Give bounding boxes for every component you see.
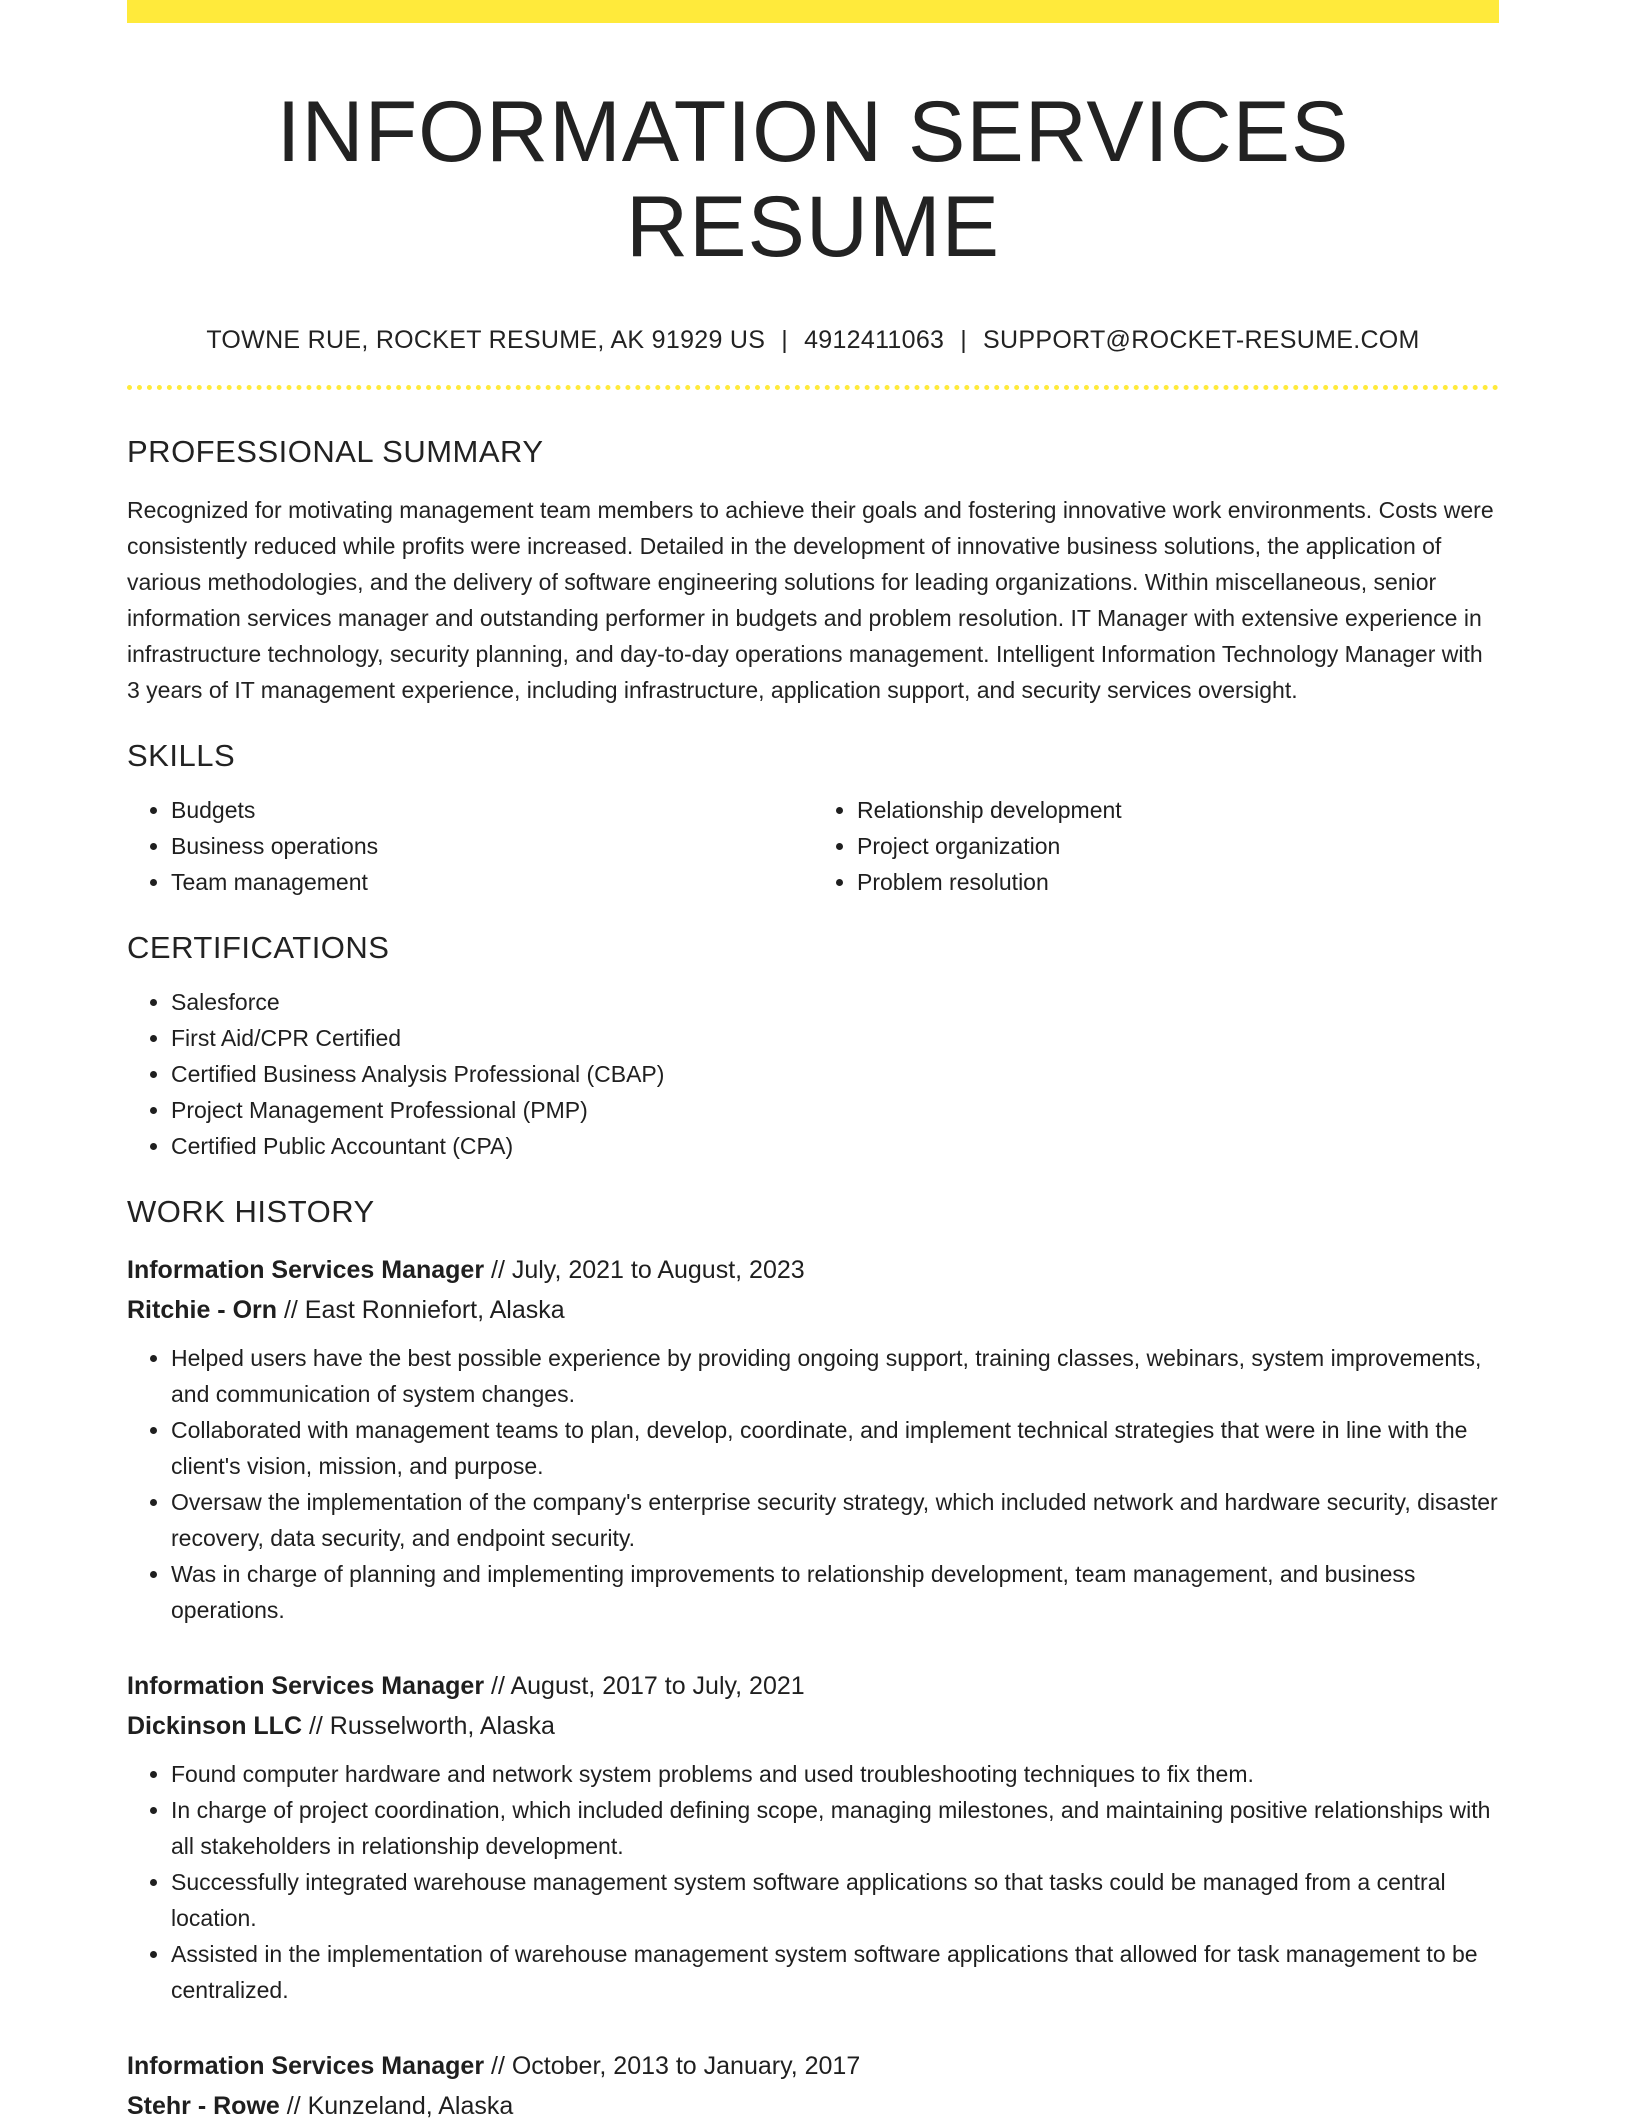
job-company-line [127,1706,1499,1746]
job-bullet: • Collaborated with management teams to plan, develop, coordinate, and implement technical strategies that were in line with the client's vision, mission, and purpose. [171,1412,1499,1484]
certifications-list [127,984,1499,1164]
skill-item: • Budgets [171,792,813,828]
job-entry [127,2046,1499,2126]
skills-grid [127,774,1499,900]
contact-email: SUPPORT@ROCKET-RESUME.COM [983,326,1420,355]
summary-text: Recognized for motivating management team members to achieve their goals and fostering innovative work environments. Costs were consistently reduced while profits were increased. Detailed in the development of innovative business solutions, the application of various methodologies, and the delivery of software engineering solutions for leading organizations. Within miscellaneous, senior information services manager and outstanding performer in budgets and problem resolution. IT Manager with extensive experience in infrastructure technology, security planning, and day-to-day operations management. Intelligent Information Technology Manager with 3 years of IT management experience, including infrastructure, application support, and security services oversight. [127,497,1494,704]
job-dates: // August, 2017 to July, 2021 [491,1672,805,1701]
job-title-line [127,1250,1499,1290]
skill-item: • Business operations [171,828,813,864]
certification-item: • Certified Business Analysis Professional (CBAP) [171,1056,1499,1092]
job-bullet: • Found computer hardware and network system problems and used troubleshooting techniques to fix them. [171,1756,1499,1792]
skills-list-left [127,792,813,900]
job-bullet: • In charge of project coordination, which included defining scope, managing milestones, and maintaining positive relationships with all stakeholders in relationship development. [171,1792,1499,1864]
job-entry [127,1666,1499,2008]
summary-heading: PROFESSIONAL SUMMARY [127,434,544,470]
job-location: // Kunzeland, Alaska [286,2092,514,2121]
job-bullet: • Successfully integrated warehouse management system software applications so that tasks could be managed from a central location. [171,1864,1499,1936]
job-company: Ritchie - Orn [127,1296,278,1325]
job-entry [127,1250,1499,1628]
summary-section [127,434,1499,708]
job-dates: // October, 2013 to January, 2017 [491,2052,861,2081]
job-title-line [127,2046,1499,2086]
skill-item: • Project organization [857,828,1499,864]
skills-heading: SKILLS [127,738,236,774]
work-history-section [127,1194,1499,2126]
work-history-heading: WORK HISTORY [127,1194,375,1230]
certification-item: • First Aid/CPR Certified [171,1020,1499,1056]
job-bullet: • Oversaw the implementation of the company's enterprise security strategy, which included network and hardware security, disaster recovery, data security, and endpoint security. [171,1484,1499,1556]
job-title: Information Services Manager [127,1672,485,1701]
job-bullet: • Was in charge of planning and implementing improvements to relationship development, team management, and business operations. [171,1556,1499,1628]
contact-address: TOWNE RUE, ROCKET RESUME, AK 91929 US [206,326,766,355]
skill-item: • Problem resolution [857,864,1499,900]
dotted-divider [127,385,1499,390]
job-dates: // July, 2021 to August, 2023 [491,1256,805,1285]
contact-phone: 4912411063 [804,326,945,355]
contact-separator: | [960,326,968,355]
job-company: Stehr - Rowe [127,2092,280,2121]
certification-item: • Salesforce [171,984,1499,1020]
job-title-line [127,1666,1499,1706]
resume-title: INFORMATION SERVICES RESUME [276,84,1350,275]
certification-item: • Certified Public Accountant (CPA) [171,1128,1499,1164]
skills-section [127,738,1499,900]
certifications-section [127,930,1499,1164]
resume-page [127,0,1499,2126]
accent-top-bar [127,0,1499,23]
skill-item: • Team management [171,864,813,900]
certification-item: • Project Management Professional (PMP) [171,1092,1499,1128]
job-location: // Russelworth, Alaska [308,1712,555,1741]
skill-item: • Relationship development [857,792,1499,828]
job-bullets [127,1340,1499,1628]
contact-line [127,326,1499,355]
contact-separator: | [781,326,789,355]
job-location: // East Ronniefort, Alaska [283,1296,565,1325]
certifications-heading: CERTIFICATIONS [127,930,390,966]
job-bullets [127,1756,1499,2008]
job-title: Information Services Manager [127,1256,485,1285]
job-company-line [127,2086,1499,2126]
skills-list-right [813,792,1499,900]
job-bullet: • Helped users have the best possible experience by providing ongoing support, training classes, webinars, system improvements, and communication of system changes. [171,1340,1499,1412]
job-company-line [127,1290,1499,1330]
job-title: Information Services Manager [127,2052,485,2081]
job-company: Dickinson LLC [127,1712,303,1741]
job-bullet: • Assisted in the implementation of warehouse management system software applications that allowed for task management to be centralized. [171,1936,1499,2008]
